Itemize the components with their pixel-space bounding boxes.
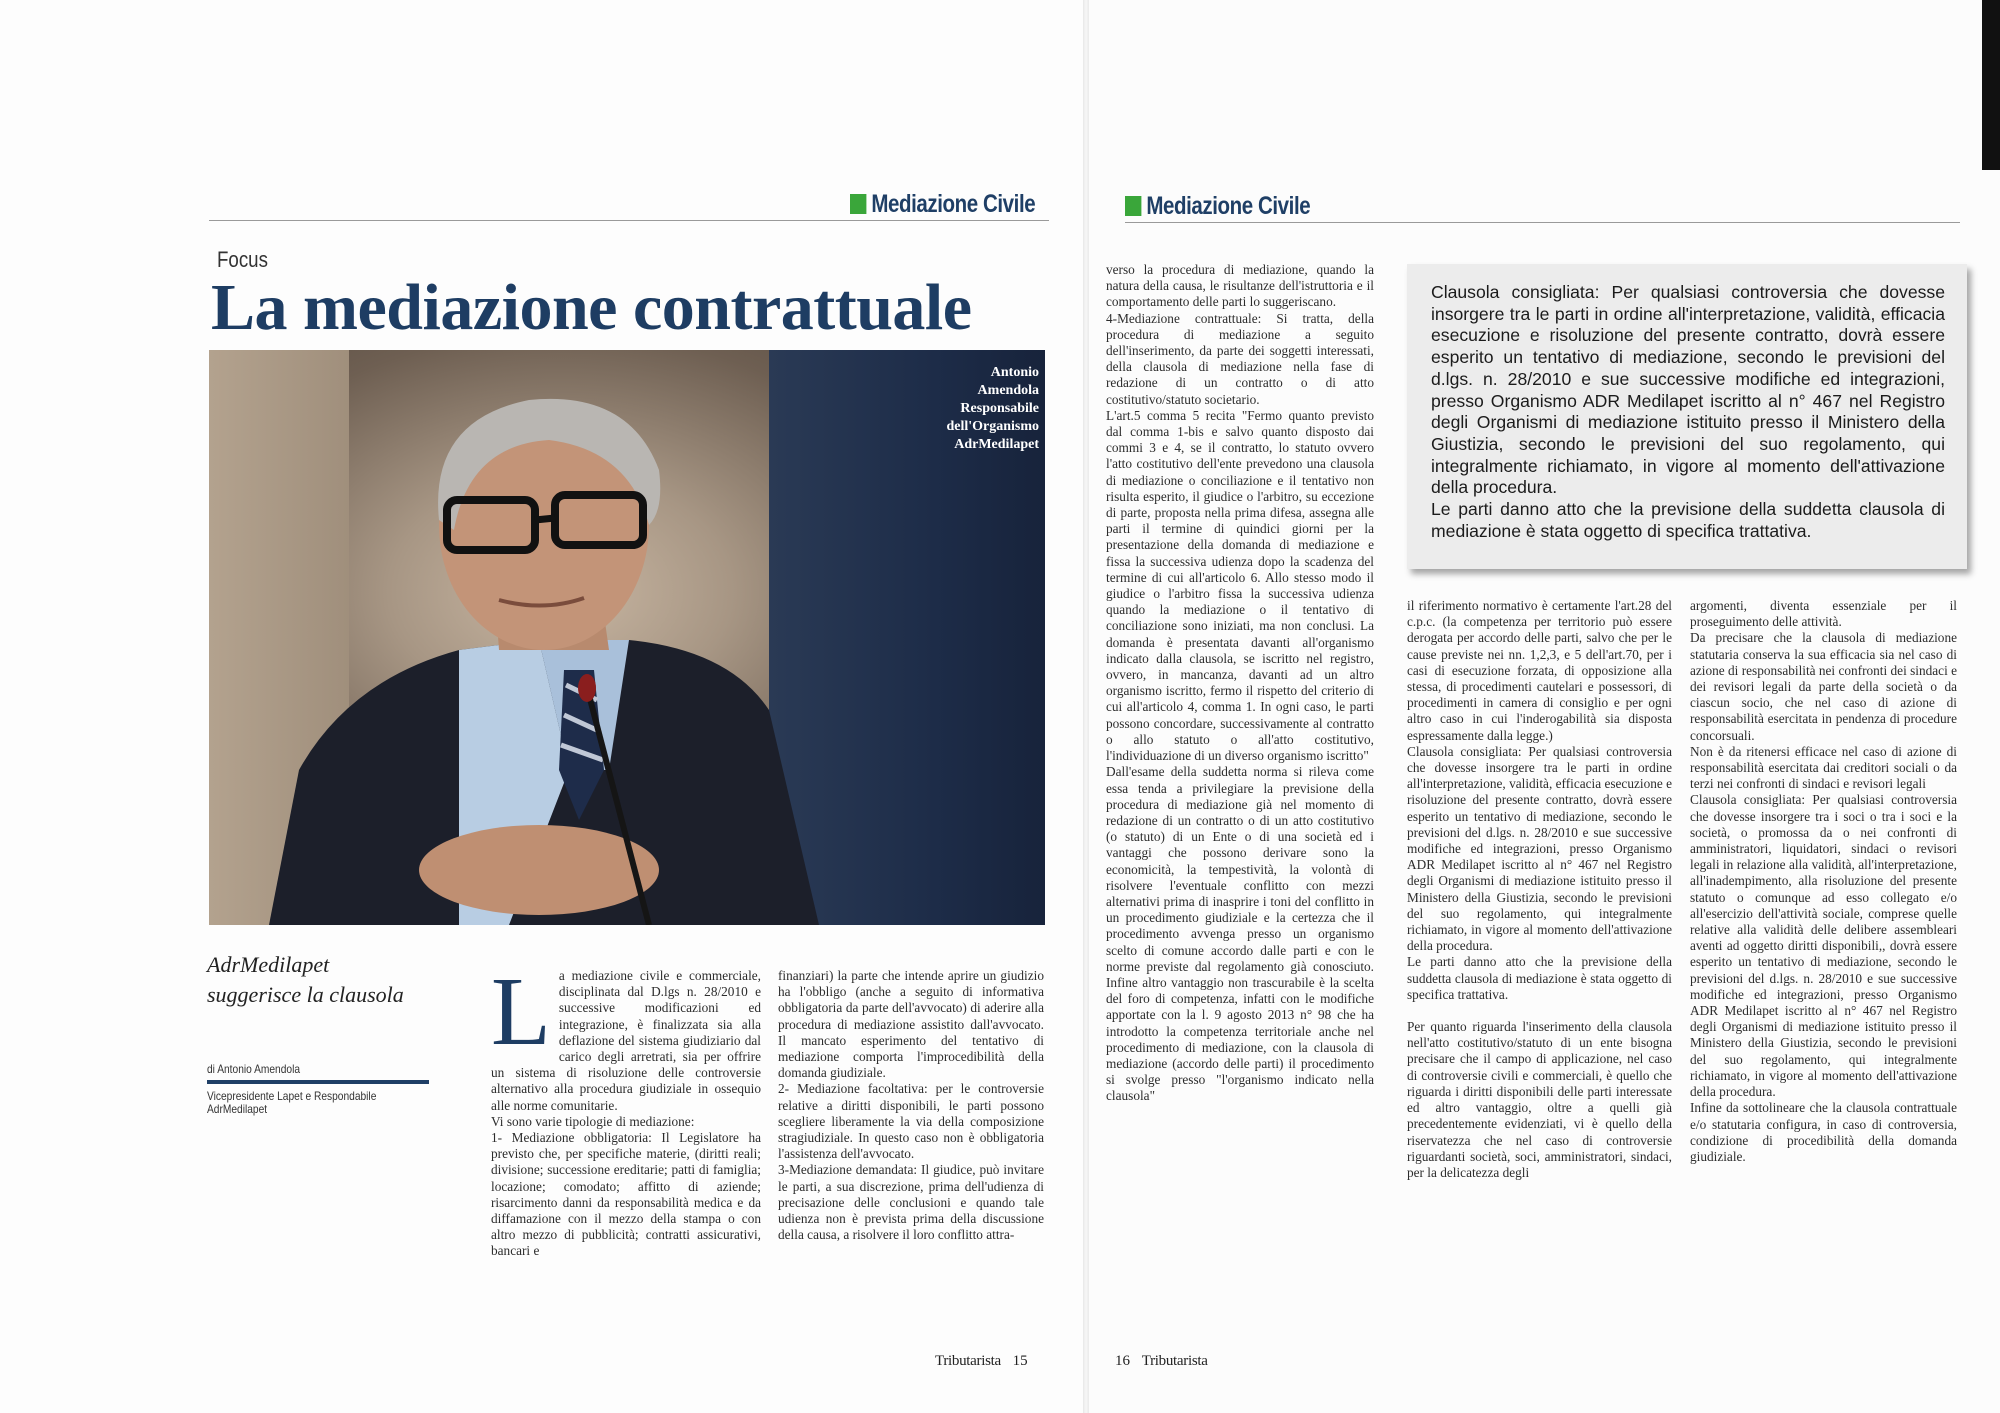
photo-caption: Antonio Amendola Responsabile dell'Organismo AdrMedilapet <box>946 365 1039 452</box>
kicker: Focus <box>217 247 268 272</box>
drop-cap: L <box>491 968 551 1066</box>
portrait-illustration <box>209 350 1045 925</box>
recommended-clause-box: Clausola consigliata: Per qualsiasi controversia che dovesse insorgere tra le parti in ordine all'interpretazione, validità, efficacia esecuzione e risoluzione del presente contratto, dovrà essere esperito un tentativo di mediazione, secondo le previsioni del d.lgs. n. 28/2010 e sue successive modifiche ed integrazioni, presso Organismo ADR Medilapet iscritto al n° 467 nel Registro degli Organismi di mediazione istituito presso il Ministero della Giustizia, secondo le previsioni del suo regolamento, qui integralmente richiamato, in vigore al momento dell'attivazione della procedura. Le parti danno atto che la previsione della suddetta clausola di mediazione è stata oggetto di specifica trattativa. <box>1407 264 1967 569</box>
article-column-3: verso la procedura di mediazione, quando la natura della causa, le risultanze dell'istruttoria e il comportamento delle parti lo suggeriscano. 4-Mediazione contrattuale: Si tratta, della procedura di mediazione a seguito dell'inserimento, da parte dei soggetti interessati, della clausola di mediazione nella fase di redazione di un contratto o di atto costitutivo/statuto societario. L'art.5 comma 5 recita "Fermo quanto previsto dal comma 1-bis e salvo quanto disposto dai commi 3 e 4, se il contratto, lo statuto ovvero l'atto costitutivo dell'ente prevedono una clausola di mediazione o conciliazione e il tentativo non risulta esperito, il giudice o l'arbitro, su eccezione di parte, proposta nella prima difesa, assegna alle parti il termine di quindici giorni per la presentazione della domanda di mediazione e fissa la successiva udienza dopo la scadenza del termine di cui all'articolo 6. Allo stesso modo il giudice o l'arbitro fissa la successiva udienza quando la mediazione o il tentativo di conciliazione sono iniziati, ma non conclusi. La domanda è presentata davanti all'organismo indicato dalla clausola, se iscritto nel registro, ovvero, in mancanza, davanti ad un altro organismo iscritto, fermo il rispetto del criterio di cui all'articolo 4, comma 1. In ogni caso, le parti possono concordare, successivamente al contratto o allo statuto o all'atto costitutivo, l'individuazione di un diverso organismo iscritto" Dall'esame della suddetta norma si rileva come essa tenda a privilegiare la previsione della procedura di mediazione già nel momento di redazione di un contratto o di un atto costitutivo (o statuto) di un Ente o di una società ed i vantaggi che possono derivare sono la economicità, la tempestività, la volontà di risolvere l'eventuale conflitto con mezzi alternativi prima di inasprire i toni del conflitto in un procedimento giudiziale e la certezza che il procedimento avvenga presso un organismo scelto di comune accordo dalle parti e con le norme previste dal regolamento già conosciuto. Infine altro vantaggio non trascurabile è la scelta del foro di competenza, infatti con le modifiche apportate con la l. 9 agosto 2013 n° 98 che ha introdotto la competenza territoriale anche nel procedimento di mediazione, con la clausola di mediazione (accordo delle parti) il procedimento si svolge presso "l'organismo indicato nella clausola" <box>1106 262 1374 1104</box>
section-tag-left: Mediazione Civile <box>850 190 1035 219</box>
page-spine <box>1083 0 1089 1413</box>
page-number: 16 <box>1115 1353 1130 1369</box>
article-column-1: L a mediazione civile e commerciale, disciplinata dal D.lgs n. 28/2010 e successive modificazioni ed integrazione, è finalizzata sia alla deflazione del sistema giudiziario dal carico degli arretrati, sia per offrire un sistema di risoluzione delle controversie alternativo alla procedura giudiziale in ossequio alle norme comunitarie. Vi sono varie tipologie di mediazione: 1- Mediazione obbligatoria: Il Legislatore ha previsto che, per specifiche materie, (diritti reali; divisione; successione ereditarie; patti di famiglia; locazione; comodato; affitto di aziende; risarcimento danni da responsabilità medica e da diffamazione con il mezzo della stampa o con altro mezzo di pubblicità; contratti assicurativi, bancari e <box>491 968 761 1259</box>
author-photo <box>209 350 1045 925</box>
green-square-icon <box>850 194 866 214</box>
article-column-2: finanziari) la parte che intende aprire un giudizio ha l'obbligo (anche a seguito di informativa obbligatoria da parte dell'avvocato) di aderire alla procedura di mediazione assistito dall'avvocato. Il mancato esperimento del tentativo di mediazione comporta l'improcedibilità della domanda giudiziale. 2- Mediazione facoltativa: per le controversie relative a diritti disponibili, le parti possono scegliere liberamente la via della composizione stragiudiziale. In questo caso non è obbligatoria l'assistenza dell'avvocato. 3-Mediazione demandata: Il giudice, può invitare le parti, a sua discrezione, prima dell'udienza di precisazione delle conclusioni e quando tale udienza non è prevista prima della discussione della causa, a risolvere il loro conflitto attra- <box>778 968 1044 1243</box>
scan-edge <box>1982 0 2000 170</box>
page-folio-left <box>935 1353 1028 1370</box>
header-rule-right <box>1125 222 1960 223</box>
article-column-5: argomenti, diventa essenziale per il proseguimento delle attività. Da precisare che la clausola di mediazione statutaria conserva la sua efficacia sia nel caso di azione di responsabilità nei confronti dei sindaci e dei revisori legali da parte della società o da ciascun socio, che nel caso di azione di responsabilità esercitata in pendenza di procedure concorsuali. Non è da ritenersi efficace nel caso di azione di responsabilità esercitata dai creditori sociali o da terzi nei confronti di sindaci e revisori legali Clausola consigliata: Per qualsiasi controversia che dovesse insorgere tra i soci o tra i soci e la società, o promossa da o nei confronti di amministratori, liquidatori, sindaci o revisori legali in relazione alla validità, all'interpretazione, all'inadempimento, alla risoluzione del presente statuto o comunque ad esso collegato e/o all'esercizio dell'attività sociale, comprese quelle relative alla validità delle delibere assembleari aventi ad oggetto diritti disponibili,, dovrà essere esperito un tentativo di mediazione, secondo le previsioni del d.lgs. n. 28/2010 e sue successive modifiche ed integrazioni, presso Organismo ADR Medilapet iscritto al n° 467 nel Registro degli Organismi di mediazione istituito presso il Ministero della Giustizia, secondo le previsioni del suo regolamento, qui integralmente richiamato, in vigore al momento dell'attivazione della procedura. Infine da sottolineare che la clausola contrattuale e/o statutaria configura, in caso di controversia, condizione di procedibilità della domanda giudiziale. <box>1690 598 1957 1164</box>
page-folio-right <box>1115 1353 1208 1370</box>
article-subtitle: AdrMedilapet suggerisce la clausola <box>207 952 404 1007</box>
byline-bar <box>207 1080 429 1084</box>
green-square-icon <box>1125 196 1141 216</box>
page-number: 15 <box>1012 1353 1028 1369</box>
header-rule-left <box>209 220 1049 221</box>
magazine-name: Tributarista <box>1141 1353 1208 1369</box>
byline-role: Vicepresidente Lapet e Respondabile AdrMedilapet <box>207 1089 377 1116</box>
magazine-name: Tributarista <box>935 1353 1001 1369</box>
section-tag-right: Mediazione Civile <box>1125 192 1310 221</box>
article-column-4: il riferimento normativo è certamente l'art.28 del c.p.c. (la competenza per territorio può essere derogata per accordo delle parti, salvo che per le cause previste nei nn. 1,2,3, e 5 dell'art.70, per i casi di esecuzione forzata, di opposizione alla stessa, di procedimenti cautelari e possessori, di procedimenti in camera di consiglio e per ogni altro caso in cui l'inderogabilità sia disposta espressamente dalla legge.) Clausola consigliata: Per qualsiasi controversia che dovesse insorgere tra le parti in ordine all'interpretazione, validità, efficacia esecuzione e risoluzione del presente contratto, dovrà essere esperito un tentativo di mediazione, secondo le previsioni del d.lgs. n. 28/2010 e sue successive modifiche ed integrazioni, presso Organismo ADR Medilapet iscritto al n° 467 nel Registro degli Organismi di mediazione istituito presso il Ministero della Giustizia, secondo le previsioni del suo regolamento, qui integralmente richiamato, in vigore al momento dell'attivazione della procedura. Le parti danno atto che la previsione della suddetta clausola di mediazione è stata oggetto di specifica trattativa. Per quanto riguarda l'inserimento della clausola nell'atto costitutivo/statuto di un ente bisogna precisare che il campo di applicazione, nel caso di controversie civili e commerciali, è quello che riguarda i diritti disponibili delle parti interessate ed altro vantaggio, oltre a quelli già precedentemente evidenziati, vi è quello della riservatezza che nel caso di controversie riguardanti società, soci, amministratori, sindaci, per la delicatezza degli <box>1407 598 1672 1180</box>
byline-author: di Antonio Amendola <box>207 1062 301 1076</box>
page-title: La mediazione contrattuale <box>211 271 972 344</box>
